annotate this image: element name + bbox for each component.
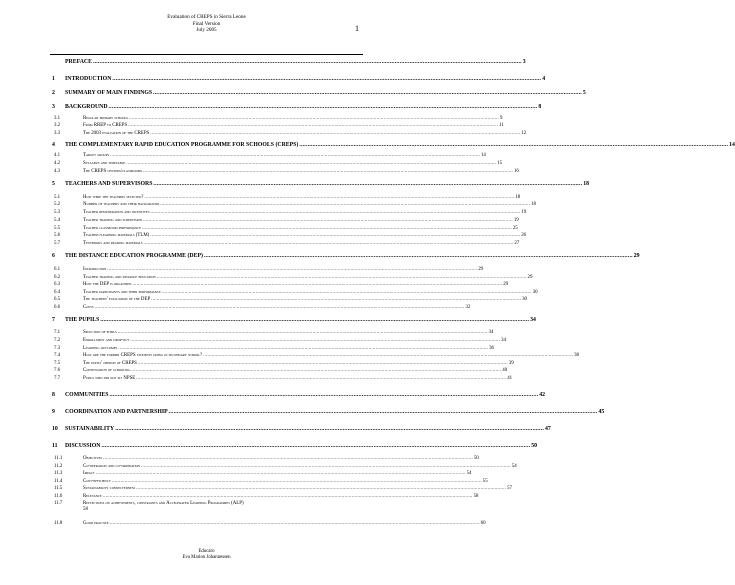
toc-entry-title: DISCUSSION [65, 443, 101, 449]
toc-entry-number: 7.3 [54, 346, 61, 351]
toc-entry-title: THE DISTANCE EDUCATION PROGRAMME (DEP) [65, 253, 203, 259]
toc-entry-number: 3 [52, 104, 55, 110]
toc-chapter-entry[interactable] [50, 317, 536, 324]
toc-entry-page: 34 [501, 338, 507, 343]
toc-entry-title: Introduction [83, 267, 107, 272]
toc-entry-number: 11.5 [54, 486, 63, 491]
toc-entry-title: INTRODUCTION [65, 76, 112, 82]
toc-dot-leader: .................................................................................................................................................................................................................................................................... [168, 409, 598, 415]
toc-entry-page: 30 [522, 297, 527, 302]
toc-entry-title: Impact [83, 471, 95, 476]
toc-section-entry[interactable] [50, 210, 527, 216]
toc-entry-title: Objectives [83, 456, 103, 461]
toc-entry-number: 11.2 [54, 464, 63, 469]
toc-section-entry[interactable] [50, 297, 527, 303]
toc-entry-page: 19 [513, 218, 519, 223]
toc-entry-page: 14 [729, 142, 735, 148]
toc-section-entry[interactable] [50, 202, 536, 208]
toc-entry-page: 8 [538, 104, 542, 110]
page-number: 1 [355, 24, 359, 33]
toc-dot-leader: .................................................................................................................................................................................................................................................................... [117, 330, 488, 335]
toc-entry-number: 4.2 [54, 161, 61, 166]
toc-entry-page: 58 [473, 494, 479, 499]
toc-dot-leader: .................................................................................................................................................................................................................................................................... [129, 116, 499, 121]
toc-entry-page: 34 [488, 330, 494, 335]
toc-dot-leader: .................................................................................................................................................................................................................................................................... [92, 59, 522, 65]
toc-section-entry[interactable] [50, 233, 527, 239]
toc-dot-leader: .................................................................................................................................................................................................................................................................... [140, 464, 511, 469]
toc-dot-leader: .................................................................................................................................................................................................................................................................... [160, 202, 531, 207]
toc-entry-title: Relevance [83, 494, 102, 499]
toc-entry-number: 5 [52, 181, 55, 187]
header-date: July 2005 [196, 27, 217, 34]
toc-entry-title: The pupils' opinion of CREPS [83, 361, 137, 366]
toc-entry-page: 38 [574, 353, 579, 358]
toc-entry-title: Pupils who did not sit NPSE [83, 376, 136, 381]
toc-entry-page: 32 [465, 305, 471, 310]
toc-section-entry[interactable] [50, 338, 507, 344]
toc-entry-title: Syllabus and timetable [83, 161, 126, 166]
toc-entry-title: Textbooks and reading materials [83, 241, 143, 246]
toc-entry-number: 11.7 [54, 501, 63, 506]
toc-entry-number: 7.6 [54, 368, 61, 373]
toc-entry-title: From RREP to CREPS [83, 123, 128, 128]
toc-dot-leader: .................................................................................................................................................................................................................................................................... [110, 153, 480, 158]
toc-entry-page: 40 [502, 368, 508, 373]
toc-entry-page: 18 [583, 181, 590, 187]
toc-dot-leader: .................................................................................................................................................................................................................................................................... [131, 368, 502, 373]
toc-chapter-entry[interactable] [50, 426, 551, 433]
toc-entry-number: 7 [52, 317, 55, 323]
toc-entry-number: 5.1 [54, 195, 61, 200]
toc-dot-leader: .................................................................................................................................................................................................................................................................... [150, 131, 521, 136]
toc-section-entry[interactable] [50, 464, 517, 470]
toc-entry-number: 5.2 [54, 202, 61, 207]
toc-entry-number: 4.3 [54, 169, 61, 174]
toc-entry-number: 5.7 [54, 241, 61, 246]
toc-entry-page: 16 [513, 169, 519, 174]
toc-dot-leader: .................................................................................................................................................................................................................................................................... [143, 169, 513, 174]
toc-entry-page: 58 [83, 507, 88, 512]
toc-entry-title: Sustainability connectedness [83, 486, 136, 491]
toc-section-entry[interactable] [50, 305, 471, 311]
toc-dot-leader: .................................................................................................................................................................................................................................................................... [136, 486, 507, 491]
toc-section-entry[interactable] [50, 521, 486, 527]
running-footer [0, 549, 413, 561]
toc-entry-title: Regular primary schools [83, 116, 129, 121]
toc-entry-title: Teacher training and distance education [83, 275, 156, 280]
toc-section-entry[interactable] [50, 494, 479, 500]
toc-chapter-entry[interactable] [50, 253, 640, 260]
toc-section-entry[interactable] [50, 195, 521, 201]
toc-entry-number: 11.3 [54, 471, 63, 476]
toc-dot-leader: .................................................................................................................................................................................................................................................................... [144, 195, 515, 200]
toc-entry-number: 11.8 [54, 521, 63, 526]
toc-entry-number: 6.2 [54, 275, 61, 280]
toc-entry-number: 3.3 [54, 131, 61, 136]
toc-dot-leader: .................................................................................................................................................................................................................................................................... [128, 123, 499, 128]
toc-entry-title: Target groups [83, 153, 110, 158]
toc-section-entry[interactable] [50, 241, 520, 247]
toc-section-entry[interactable] [50, 376, 513, 382]
toc-section-entry[interactable] [50, 169, 519, 175]
toc-section-entry[interactable] [50, 218, 519, 224]
toc-entry-number: 9 [52, 409, 55, 415]
toc-entry-title: Costs [83, 305, 94, 310]
toc-entry-number: 6.6 [54, 305, 61, 310]
toc-entry-title: The teachers' evaluation of the DEP [83, 297, 151, 302]
toc-entry-title: Continuation of schooling [83, 368, 131, 373]
toc-chapter-entry[interactable] [50, 104, 542, 111]
toc-entry-number: 6.4 [54, 290, 61, 295]
toc-entry-page: 54 [511, 464, 517, 469]
toc-entry-page: 36 [489, 346, 494, 351]
toc-entry-title: Teaching-learning materials (TLM) [83, 233, 150, 238]
toc-entry-number: 4 [52, 142, 55, 148]
toc-entry-title: The CREPS centers/classrooms [83, 169, 143, 174]
toc-entry-title: TEACHERS AND SUPERVISORS [65, 181, 153, 187]
header-divider [50, 54, 363, 55]
toc-entry-title: Cost-efficiency [83, 479, 111, 484]
toc-entry-number: 8 [52, 392, 55, 398]
toc-entry-page: 5 [582, 90, 586, 96]
toc-entry-title: Reflections on achievements, constraints and Accelerated Learning Programmes (ALP) [83, 501, 244, 506]
toc-dot-leader: .................................................................................................................................................................................................................................................................... [141, 226, 512, 231]
toc-entry-page: 11 [499, 123, 504, 128]
toc-chapter-entry[interactable] [50, 59, 526, 66]
toc-section-entry[interactable] [50, 361, 514, 367]
toc-entry-title: The 2003 evaluation of the CREPS [83, 131, 150, 136]
toc-entry-title: BACKGROUND [65, 104, 108, 110]
toc-entry-page: 12 [521, 131, 527, 136]
toc-entry-title: Selection of pupils [83, 330, 117, 335]
toc-entry-page: 3 [522, 59, 526, 65]
toc-dot-leader: .................................................................................................................................................................................................................................................................... [203, 353, 574, 358]
toc-dot-leader: .................................................................................................................................................................................................................................................................... [161, 290, 532, 295]
toc-entry-page: 18 [515, 195, 521, 200]
toc-entry-page: 15 [497, 161, 503, 166]
toc-dot-leader: .................................................................................................................................................................................................................................................................... [118, 346, 489, 351]
toc-section-entry[interactable] [50, 116, 503, 122]
toc-entry-page: 50 [531, 443, 538, 449]
toc-section-entry[interactable] [50, 282, 509, 288]
toc-dot-leader: .................................................................................................................................................................................................................................................................... [112, 76, 542, 82]
toc-entry-page: 14 [480, 153, 486, 158]
toc-dot-leader: .................................................................................................................................................................................................................................................................... [109, 521, 480, 526]
toc-dot-leader: .................................................................................................................................................................................................................................................................... [143, 241, 514, 246]
toc-entry-title: THE COMPLEMENTARY RAPID EDUCATION PROGRAMME FOR SCHOOLS (CREPS) [65, 142, 299, 148]
toc-entry-title: Teacher participants and their performance [83, 290, 161, 295]
toc-entry-number: 2 [52, 90, 55, 96]
toc-entry-page: 42 [539, 392, 546, 398]
toc-entry-number: 11.4 [54, 479, 63, 484]
toc-entry-page: 25 [512, 226, 518, 231]
toc-chapter-entry[interactable] [50, 90, 586, 97]
toc-section-entry[interactable] [50, 479, 488, 485]
toc-entry-page: 57 [507, 486, 512, 491]
toc-entry-number: 3.1 [54, 116, 61, 121]
toc-chapter-entry[interactable] [50, 181, 590, 188]
toc-section-entry[interactable] [50, 131, 527, 137]
toc-entry-number: 5.5 [54, 226, 61, 231]
toc-entry-title: Learning outcomes [83, 346, 118, 351]
toc-section-entry[interactable] [50, 290, 538, 296]
toc-entry-number: 5.6 [54, 233, 61, 238]
toc-entry-page: 54 [466, 471, 472, 476]
toc-entry-page: 29 [527, 275, 533, 280]
toc-entry-number: 4.1 [54, 153, 61, 158]
toc-entry-page: 34 [530, 317, 536, 323]
toc-section-entry[interactable] [50, 353, 579, 359]
toc-dot-leader: .................................................................................................................................................................................................................................................................... [101, 443, 531, 449]
toc-entry-number: 10 [52, 426, 58, 432]
toc-entry-number: 11 [52, 443, 58, 449]
toc-dot-leader: .................................................................................................................................................................................................................................................................... [151, 297, 522, 302]
toc-dot-leader: .................................................................................................................................................................................................................................................................... [150, 233, 521, 238]
running-header [0, 14, 413, 34]
toc-entry-page: 29 [503, 282, 509, 287]
toc-section-entry[interactable] [50, 123, 504, 129]
toc-entry-number: 11.6 [54, 494, 63, 499]
toc-entry-number: 7.4 [54, 353, 61, 358]
toc-dot-leader: .................................................................................................................................................................................................................................................................... [153, 90, 582, 96]
toc-chapter-entry[interactable] [50, 409, 605, 416]
toc-entry-number: 6.3 [54, 282, 61, 287]
toc-entry-page: 41 [507, 376, 513, 381]
toc-entry-title: SUMMARY OF MAIN FINDINGS [65, 90, 153, 96]
toc-entry-title: Good practice [83, 521, 109, 526]
toc-entry-page: 27 [514, 241, 520, 246]
toc-dot-leader: .................................................................................................................................................................................................................................................................... [100, 317, 530, 323]
toc-entry-page: 4 [542, 76, 546, 82]
toc-entry-number: 5.4 [54, 218, 61, 223]
toc-dot-leader: .................................................................................................................................................................................................................................................................... [136, 376, 507, 381]
toc-entry-page: 30 [532, 290, 538, 295]
toc-entry-title: Enrollment and drop-out [83, 338, 130, 343]
toc-dot-leader: .................................................................................................................................................................................................................................................................... [107, 267, 478, 272]
toc-section-entry[interactable] [50, 456, 479, 462]
toc-entry-title: Teacher training and supervision [83, 218, 142, 223]
toc-section-entry[interactable] [50, 153, 486, 159]
toc-entry-title: How are the former CREPS students doing in secondary school? [83, 353, 203, 358]
toc-dot-leader: .................................................................................................................................................................................................................................................................... [203, 253, 633, 259]
toc-entry-page: 9 [499, 116, 503, 121]
toc-entry-number: 5.3 [54, 210, 61, 215]
toc-entry-number: 7.5 [54, 361, 61, 366]
toc-section-entry[interactable] [50, 368, 508, 374]
toc-entry-title: How were the teachers selected? [83, 195, 144, 200]
toc-dot-leader: .................................................................................................................................................................................................................................................................... [130, 338, 501, 343]
toc-section-entry[interactable] [50, 161, 503, 167]
toc-entry-page: 29 [478, 267, 484, 272]
toc-entry-number: 7.2 [54, 338, 61, 343]
toc-entry-page: 60 [480, 521, 486, 526]
toc-dot-leader: .................................................................................................................................................................................................................................................................... [137, 361, 508, 366]
toc-entry-title: Number of teachers and their background [83, 202, 160, 207]
toc-section-entry[interactable] [50, 346, 494, 352]
toc-section-entry[interactable] [50, 471, 472, 477]
toc-entry-number: 11.1 [54, 456, 63, 461]
toc-section-entry[interactable] [50, 275, 533, 281]
toc-dot-leader: .................................................................................................................................................................................................................................................................... [111, 479, 482, 484]
header-title: Evaluation of CREPS in Sierra Leone [167, 14, 246, 20]
toc-dot-leader: .................................................................................................................................................................................................................................................................... [142, 218, 513, 223]
toc-section-entry[interactable] [50, 501, 365, 513]
toc-entry-title: Teacher remuneration and incentives [83, 210, 150, 215]
toc-chapter-entry[interactable] [50, 392, 546, 399]
toc-entry-number: 3.2 [54, 123, 61, 128]
toc-dot-leader: .................................................................................................................................................................................................................................................................... [156, 275, 527, 280]
toc-entry-title: How the DEP is organised [83, 282, 132, 287]
header-version: Final Version [192, 20, 221, 27]
toc-entry-number: 7.1 [54, 330, 61, 335]
toc-chapter-entry[interactable] [50, 443, 538, 450]
toc-dot-leader: .................................................................................................................................................................................................................................................................... [115, 426, 544, 432]
toc-dot-leader: .................................................................................................................................................................................................................................................................... [102, 494, 473, 499]
toc-entry-number: 6.1 [54, 267, 61, 272]
toc-entry-page: 29 [633, 253, 640, 259]
toc-entry-title: SUSTAINABILITY [65, 426, 115, 432]
toc-entry-page: 39 [508, 361, 514, 366]
toc-entry-page: 45 [598, 409, 605, 415]
toc-entry-title: Co-operation and co-ordination [83, 464, 140, 469]
toc-chapter-entry[interactable] [50, 142, 735, 149]
toc-dot-leader: .................................................................................................................................................................................................................................................................... [109, 392, 539, 398]
toc-entry-title: PREFACE [65, 59, 92, 65]
toc-dot-leader: .................................................................................................................................................................................................................................................................... [95, 471, 466, 476]
toc-entry-number: 6.5 [54, 297, 61, 302]
toc-entry-title: COORDINATION AND PARTNERSHIP [65, 409, 168, 415]
toc-dot-leader: .................................................................................................................................................................................................................................................................... [153, 181, 583, 187]
toc-dot-leader: .................................................................................................................................................................................................................................................................... [108, 104, 538, 110]
footer-author: Eva Marion Johannessen [182, 555, 231, 561]
toc-section-entry[interactable] [50, 330, 494, 336]
toc-entry-title: Teacher classroom performance [83, 226, 141, 231]
toc-entry-number: 6 [52, 253, 55, 259]
toc-entry-number: 7.7 [54, 376, 61, 381]
toc-section-entry[interactable] [50, 267, 484, 273]
toc-entry-number: 1 [52, 76, 55, 82]
toc-dot-leader: .................................................................................................................................................................................................................................................................... [94, 305, 465, 310]
toc-dot-leader: .................................................................................................................................................................................................................................................................... [103, 456, 473, 461]
toc-dot-leader: .................................................................................................................................................................................................................................................................... [132, 282, 503, 287]
toc-dot-leader: .................................................................................................................................................................................................................................................................... [150, 210, 521, 215]
toc-chapter-entry[interactable] [50, 76, 546, 83]
toc-entry-page: 18 [531, 202, 536, 207]
toc-entry-page: 26 [521, 233, 527, 238]
toc-entry-title: COMMUNITIES [65, 392, 109, 398]
toc-entry-page: 19 [521, 210, 527, 215]
toc-section-entry[interactable] [50, 226, 518, 232]
toc-dot-leader: .................................................................................................................................................................................................................................................................... [126, 161, 497, 166]
footer-organization: Educaro [198, 549, 215, 554]
toc-entry-title: THE PUPILS [65, 317, 100, 323]
toc-entry-page: 47 [544, 426, 551, 432]
toc-dot-leader: .................................................................................................................................................................................................................................................................... [299, 142, 729, 148]
toc-section-entry[interactable] [50, 486, 512, 492]
toc-entry-page: 50 [473, 456, 479, 461]
toc-entry-page: 55 [482, 479, 488, 484]
